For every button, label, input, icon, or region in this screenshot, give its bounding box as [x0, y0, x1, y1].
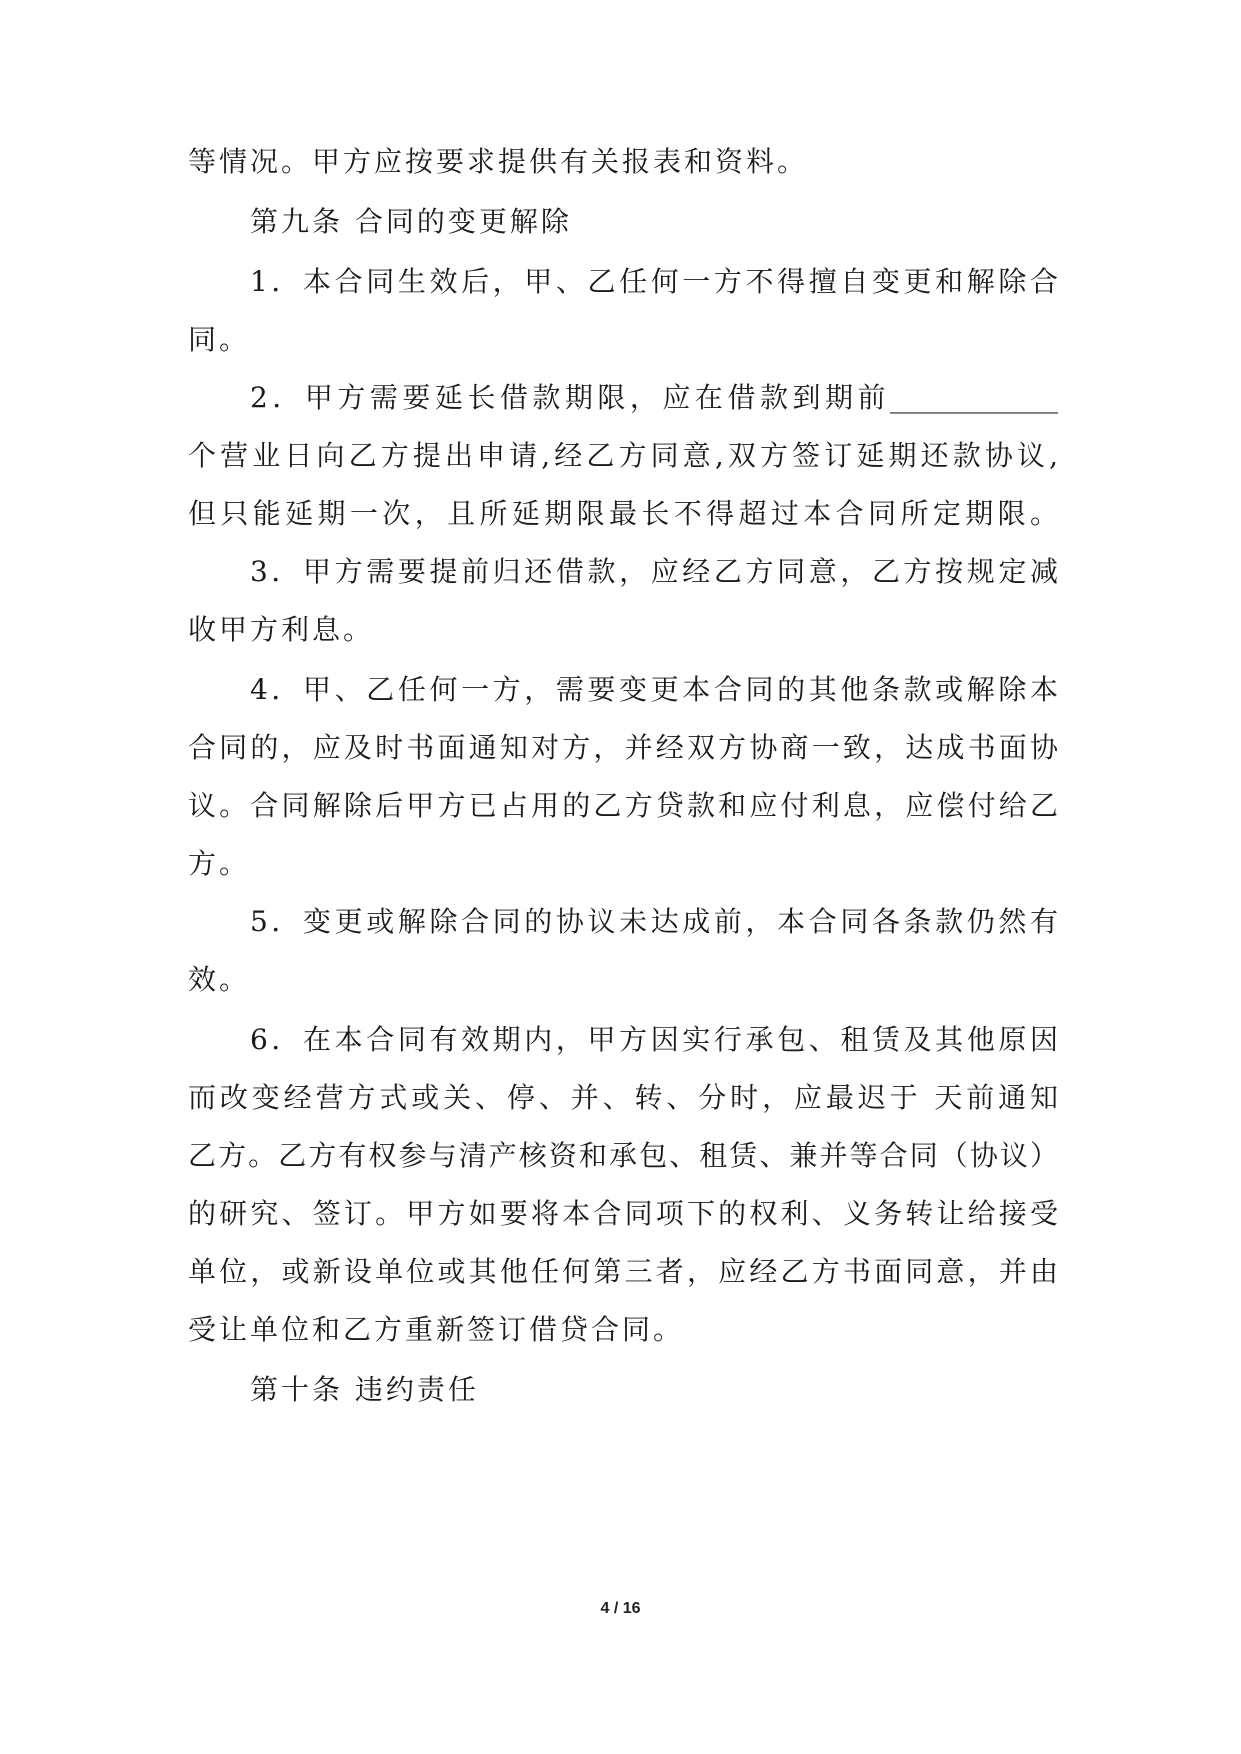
paragraph-line: 4．甲、乙任何一方，需要变更本合同的其他条款或解除本	[250, 673, 1058, 706]
paragraph-line: 效。	[188, 963, 251, 996]
section-heading: 第十条 违约责任	[250, 1373, 479, 1406]
section-heading: 第九条 合同的变更解除	[250, 205, 572, 238]
paragraph-line: 2．甲方需要延长借款期限，应在借款到期前____________	[250, 381, 1058, 414]
paragraph-line: 受让单位和乙方重新签订借贷合同。	[188, 1313, 685, 1346]
paragraph-line: 合同的，应及时书面通知对方，并经双方协商一致，达成书面协	[188, 731, 1058, 764]
paragraph-line: 5．变更或解除合同的协议未达成前，本合同各条款仍然有	[250, 905, 1058, 938]
paragraph-line: 1．本合同生效后，甲、乙任何一方不得擅自变更和解除合	[250, 265, 1058, 298]
paragraph-line: 但只能延期一次，且所延期限最长不得超过本合同所定期限。	[188, 497, 1058, 530]
paragraph-line: 同。	[188, 323, 251, 356]
paragraph-line: 议。合同解除后甲方已占用的乙方贷款和应付利息，应偿付给乙	[188, 789, 1058, 822]
paragraph-line: 而改变经营方式或关、停、并、转、分时，应最迟于 天前通知	[188, 1081, 1058, 1114]
paragraph-line: 收甲方利息。	[188, 613, 375, 646]
paragraph-line: 个营业日向乙方提出申请,经乙方同意,双方签订延期还款协议,	[188, 439, 1058, 472]
paragraph-line: 6．在本合同有效期内，甲方因实行承包、租赁及其他原因	[250, 1023, 1058, 1056]
paragraph-line: 单位，或新设单位或其他任何第三者，应经乙方书面同意，并由	[188, 1255, 1058, 1288]
paragraph-line: 等情况。甲方应按要求提供有关报表和资料。	[188, 145, 809, 178]
paragraph-line: 方。	[188, 847, 251, 880]
paragraph-line: 乙方。乙方有权参与清产核资和承包、租赁、兼并等合同（协议）	[188, 1139, 1058, 1172]
page-number: 4 / 16	[600, 1600, 641, 1617]
paragraph-line: 3．甲方需要提前归还借款，应经乙方同意，乙方按规定减	[250, 555, 1058, 588]
paragraph-line: 的研究、签订。甲方如要将本合同项下的权利、义务转让给接受	[188, 1197, 1058, 1230]
